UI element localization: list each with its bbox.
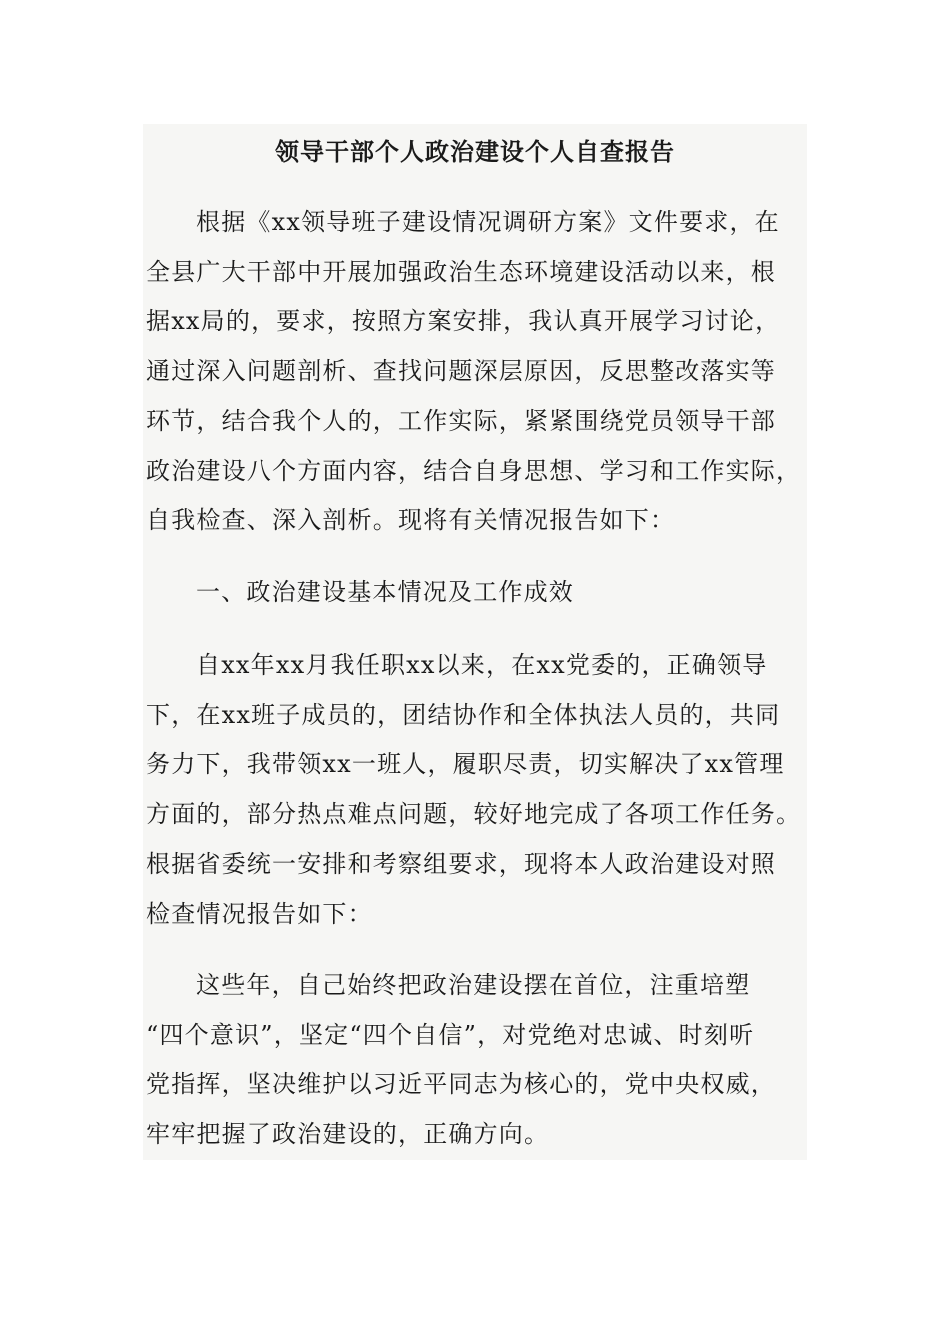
text-line: 方面的，部分热点难点问题，较好地完成了各项工作任务。 bbox=[146, 800, 802, 829]
text-line: 通过深入问题剖析、查找问题深层原因，反思整改落实等 bbox=[146, 357, 776, 386]
text-line: 据xx局的，要求，按照方案安排，我认真开展学习讨论， bbox=[146, 307, 781, 336]
paragraph-tenure bbox=[146, 641, 806, 939]
text-line: 自我检查、深入剖析。现将有关情况报告如下： bbox=[146, 506, 676, 535]
text-line: 环节，结合我个人的，工作实际，紧紧围绕党员领导干部 bbox=[146, 406, 776, 435]
text-line: 这些年，自己始终把政治建设摆在首位，注重培塑 bbox=[196, 971, 751, 999]
paragraph-political bbox=[146, 961, 806, 1160]
paragraph-intro bbox=[146, 198, 806, 546]
text-line: 根据省委统一安排和考察组要求，现将本人政治建设对照 bbox=[146, 849, 776, 878]
text-line: 牢牢把握了政治建设的，正确方向。 bbox=[146, 1120, 550, 1149]
text-line: 自xx年xx月我任职xx以来，在xx党委的，正确领导 bbox=[196, 651, 768, 679]
text-line: 政治建设八个方面内容，结合自身思想、学习和工作实际， bbox=[146, 456, 802, 485]
text-line: 检查情况报告如下： bbox=[146, 899, 373, 928]
document-title: 领导干部个人政治建设个人自查报告 bbox=[275, 137, 675, 166]
text-line: 务力下，我带领xx一班人，履职尽责，切实解决了xx管理 bbox=[146, 750, 785, 779]
section-heading-1 bbox=[146, 568, 806, 618]
text-line: 党指挥，坚决维护以习近平同志为核心的，党中央权威， bbox=[146, 1070, 776, 1099]
text-line: 全县广大干部中开展加强政治生态环境建设活动以来，根 bbox=[146, 257, 776, 286]
text-line: “四个意识”，坚定“四个自信”，对党绝对忠诚、时刻听 bbox=[146, 1020, 755, 1049]
text-line: 下，在xx班子成员的，团结协作和全体执法人员的，共同 bbox=[146, 700, 781, 729]
text-line: 根据《xx领导班子建设情况调研方案》文件要求，在 bbox=[196, 208, 780, 236]
text-line: 一、政治建设基本情况及工作成效 bbox=[196, 578, 574, 606]
